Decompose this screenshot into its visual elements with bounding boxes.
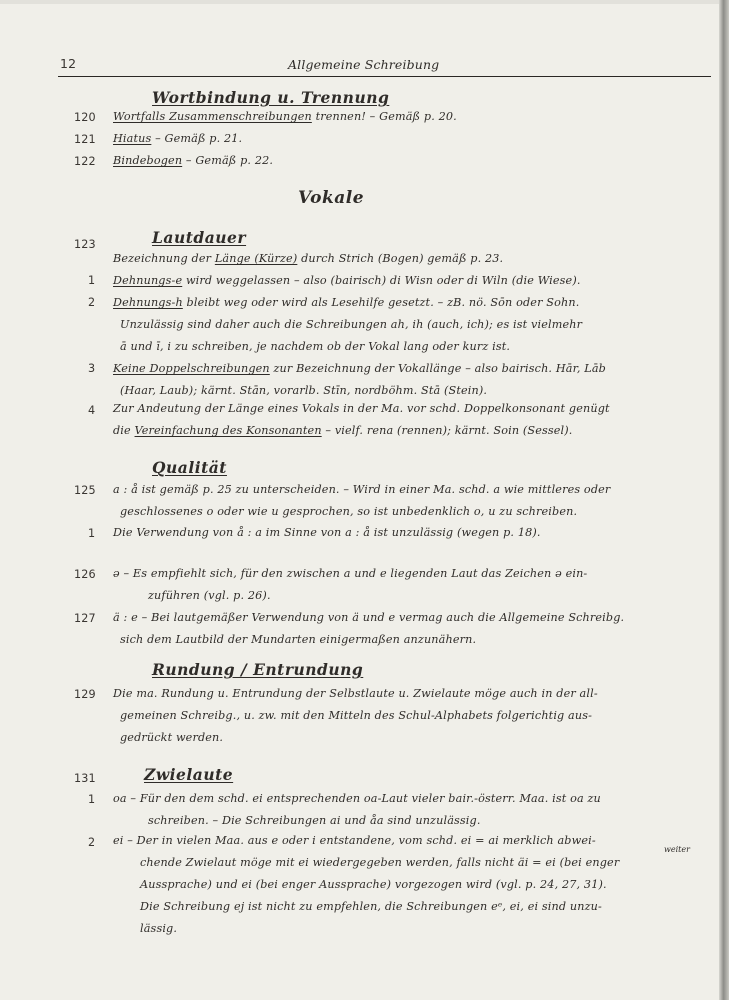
entry-126-line1: ə – Es empfiehlt sich, für den zwischen a und e liegenden Laut das Zeichen ə ein- <box>113 567 588 580</box>
lautdauer-sub-3-term: Keine Doppelschreibungen <box>113 362 270 375</box>
subentry-number-2: 2 <box>88 296 96 309</box>
entry-number-122: 122 <box>74 155 96 168</box>
rundung-line3: gedrückt werden. <box>120 731 224 744</box>
subentry-number-4: 4 <box>88 404 96 417</box>
lautdauer-sub-4-line1: Zur Andeutung der Länge eines Vokals in der Ma. vor schd. Doppelkonsonant genügt <box>113 402 610 415</box>
entry-121 <box>113 132 242 145</box>
zwielaute-insertion-weiter: weiter <box>664 845 690 854</box>
entry-number-129: 129 <box>74 688 96 701</box>
heading-vokale: Vokale <box>298 188 365 208</box>
header-rule <box>58 76 711 77</box>
rundung-line1: Die ma. Rundung u. Entrundung der Selbstlaute u. Zwielaute möge auch in der all- <box>113 687 598 700</box>
entry-121-text: – Gemäß p. 21. <box>155 132 243 145</box>
entry-number-120: 120 <box>74 111 96 124</box>
lautdauer-sub-2 <box>113 296 579 309</box>
lautdauer-intro-c: durch Strich (Bogen) gemäß p. 23. <box>301 252 504 265</box>
lautdauer-sub-3-line2: (Haar, Laub); kärnt. Stān, vorarlb. Stīn, nordböhm. Stā (Stein). <box>120 384 488 397</box>
entry-number-123: 123 <box>74 238 96 251</box>
heading-zwielaute: Zwielaute <box>144 765 234 784</box>
running-title: Allgemeine Schreibung <box>288 57 440 72</box>
entry-127-line1: ä : e – Bei lautgemäßer Verwendung von ä und e vermag auch die Allgemeine Schreibg. <box>113 611 625 624</box>
page-number: 12 <box>60 56 77 71</box>
entry-120 <box>113 110 457 123</box>
lautdauer-intro <box>113 252 503 265</box>
subentry-number-3: 3 <box>88 362 96 375</box>
zwielaute-sub-2-line2: chende Zwielaut möge mit ei wiedergegeben werden, falls nicht äi = ei (bei enger <box>140 856 620 869</box>
lautdauer-sub-1 <box>113 274 581 287</box>
heading-rundung: Rundung / Entrundung <box>152 660 364 679</box>
zwielaute-sub-number-1: 1 <box>88 793 96 806</box>
entry-125-sub: Die Verwendung von å : a im Sinne von a : å ist unzulässig (wegen p. 18). <box>113 526 541 539</box>
lautdauer-sub-2-term: Dehnungs-h <box>113 296 183 309</box>
zwielaute-sub-2-line1: ei – Der in vielen Maa. aus e oder i entstandene, vom schd. ei = ai merklich abwei- <box>113 834 596 847</box>
subentry-number-1: 1 <box>88 274 96 287</box>
entry-125-line1: a : å ist gemäß p. 25 zu unterscheiden. – Wird in einer Ma. schd. a wie mittleres oder <box>113 483 611 496</box>
entry-121-term: Hiatus <box>113 132 152 145</box>
zwielaute-sub-1-line1: oa – Für den dem schd. ei entsprechenden oa-Laut vieler bair.-österr. Maa. ist oa zu <box>113 792 601 805</box>
lautdauer-sub-2-line3: ā und ī, i zu schreiben, je nachdem ob der Vokal lang oder kurz ist. <box>120 340 511 353</box>
entry-122-text: – Gemäß p. 22. <box>185 154 274 167</box>
lautdauer-sub-4-a: die <box>113 424 131 437</box>
lautdauer-sub-1-term: Dehnungs-e <box>113 274 183 287</box>
entry-122-term: Bindebogen <box>113 154 183 167</box>
entry-number-126: 126 <box>74 568 96 581</box>
lautdauer-sub-4-line2 <box>113 424 573 437</box>
lautdauer-sub-4-term: Vereinfachung des Konsonanten <box>134 424 322 437</box>
zwielaute-sub-2-line5: lässig. <box>140 922 178 935</box>
entry-number-131: 131 <box>74 772 96 785</box>
entry-120-text: trennen! – Gemäß p. 20. <box>315 110 457 123</box>
entry-122 <box>113 154 273 167</box>
lautdauer-sub-4-b: – vielf. rena (rennen); kärnt. Soin (Sessel). <box>325 424 573 437</box>
lautdauer-sub-2-line2: Unzulässig sind daher auch die Schreibungen ah, ih (auch, ich); es ist vielmehr <box>120 318 583 331</box>
page-top-edge <box>0 0 719 4</box>
lautdauer-sub-3 <box>113 362 606 375</box>
entry-125-line2: geschlossenes o oder wie u gesprochen, so ist unbedenklich o, u zu schreiben. <box>120 505 578 518</box>
entry-number-125: 125 <box>74 484 96 497</box>
page-binding-edge <box>719 0 729 1000</box>
rundung-line2: gemeinen Schreibg., u. zw. mit den Mitteln des Schul-Alphabets folgerichtig aus- <box>120 709 593 722</box>
lautdauer-sub-3-text: zur Bezeichnung der Vokallänge – also bairisch. Hār, Lāb <box>273 362 606 375</box>
lautdauer-intro-term: Länge (Kürze) <box>214 252 298 265</box>
heading-qualitaet: Qualität <box>152 458 227 477</box>
lautdauer-sub-2-text: bleibt weg oder wird als Lesehilfe gesetzt. – zB. nö. Sōn oder Sohn. <box>186 296 580 309</box>
heading-lautdauer: Lautdauer <box>152 228 247 247</box>
entry-127-line2: sich dem Lautbild der Mundarten einigermaßen anzunähern. <box>120 633 477 646</box>
zwielaute-sub-1-line2: schreiben. – Die Schreibungen ai und åa sind unzulässig. <box>148 814 481 827</box>
zwielaute-sub-number-2: 2 <box>88 836 96 849</box>
entry-number-121: 121 <box>74 133 96 146</box>
entry-120-term: Wortfalls Zusammenschreibungen <box>113 110 312 123</box>
entry-126-line2: zuführen (vgl. p. 26). <box>148 589 271 602</box>
heading-wortbindung: Wortbindung u. Trennung <box>152 88 390 107</box>
lautdauer-intro-a: Bezeichnung der <box>113 252 212 265</box>
zwielaute-sub-2-line3: Aussprache) und ei (bei enger Aussprache) vorgezogen wird (vgl. p. 24, 27, 31). <box>140 878 607 891</box>
entry-number-127: 127 <box>74 612 96 625</box>
zwielaute-sub-2-line4: Die Schreibung ej ist nicht zu empfehlen, die Schreibungen eᵉ, ei, ei sind unzu- <box>140 900 602 913</box>
lautdauer-sub-1-text: wird weggelassen – also (bairisch) di Wisn oder di Wiln (die Wiese). <box>185 274 581 287</box>
entry-125-sub-number: 1 <box>88 527 96 540</box>
